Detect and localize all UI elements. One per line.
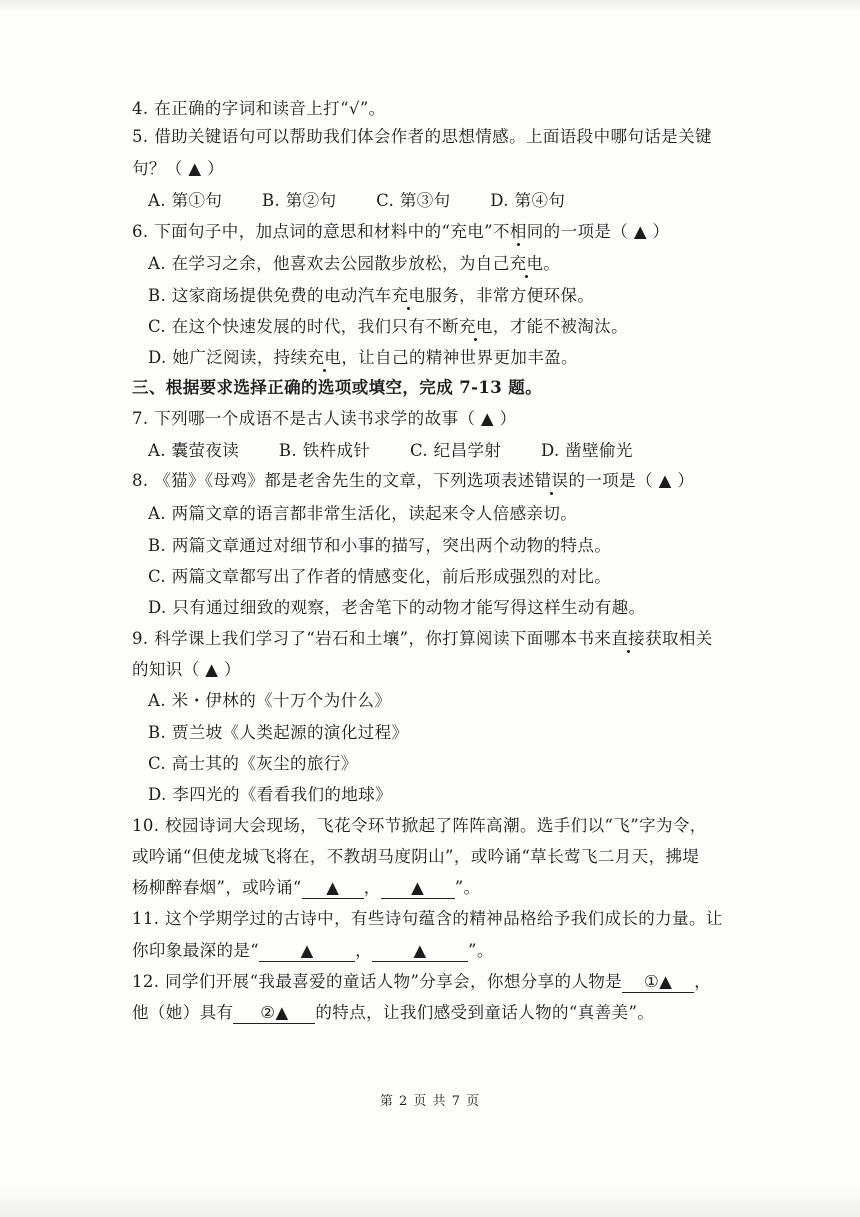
scan-top-edge <box>0 0 860 12</box>
dotted-text: 充电 <box>459 317 493 336</box>
stem-text: 的一项是（ ▲ ） <box>543 222 670 241</box>
question-11-line2 <box>132 940 494 962</box>
question-9-option-a: A. 米・伊林的《十万个为什么》 <box>148 691 392 710</box>
question-9-option-b: B. 贾兰坡《人类起源的演化过程》 <box>148 723 409 742</box>
answer-blank-2[interactable]: ②▲ <box>233 1003 315 1024</box>
option-text: C. 在这个快速发展的时代，我们只有不断 <box>148 317 460 336</box>
question-5-stem-line2: 句？（ ▲ ） <box>132 159 224 178</box>
option-text: D. 她广泛阅读，持续 <box>148 348 308 367</box>
stem-text: 杨柳醉春烟”，或吟诵“ <box>132 878 302 897</box>
question-5-options <box>148 190 565 212</box>
section-3-heading: 三、根据要求选择正确的选项或填空，完成 7-13 题。 <box>132 378 543 397</box>
question-10-line3 <box>132 877 480 899</box>
dotted-text: 不相同 <box>492 222 544 241</box>
question-9-stem-line2: 的知识（ ▲ ） <box>132 660 241 679</box>
question-10-line2: 或吟诵“但使龙城飞将在，不教胡马度阴山”，或吟诵“草长莺飞二月天，拂堤 <box>132 847 700 866</box>
stem-text: 他（她）具有 <box>132 1003 234 1022</box>
stem-text: 你印象最深的是“ <box>132 941 260 960</box>
dotted-text: 直接 <box>611 629 646 648</box>
answer-blank-1[interactable]: ▲ <box>302 878 364 899</box>
dotted-text: 充电 <box>307 348 342 367</box>
question-9-stem-line1 <box>132 628 713 650</box>
stem-text: 12. 同学们开展“我最喜爱的童话人物”分享会，你想分享的人物是 <box>132 972 623 991</box>
option-text: ，才能不被淘汰。 <box>492 317 629 336</box>
separator: ， <box>355 941 373 960</box>
question-7-stem: 7. 下列哪一个成语不是古人读书求学的故事（ ▲ ） <box>132 409 517 428</box>
question-6-stem <box>132 221 669 243</box>
question-10-line1: 10. 校园诗词大会现场，飞花令环节掀起了阵阵高潮。选手们以“飞”字为令， <box>132 816 707 835</box>
question-8-option-b: B. 两篇文章通过对细节和小事的描写，突出两个动物的特点。 <box>148 536 612 555</box>
answer-blank-2[interactable]: ▲ <box>372 941 468 962</box>
question-6-option-c <box>148 316 628 338</box>
question-9-option-c: C. 高士其的《灰尘的旅行》 <box>148 754 358 773</box>
option-d: D. 第④句 <box>490 191 566 210</box>
question-6-option-d <box>148 347 578 369</box>
question-5-stem-line1: 5. 借助关键语句可以帮助我们体会作者的思想情感。上面语段中哪句话是关键 <box>132 127 712 146</box>
option-text: A. 在学习之余，他喜欢去公园散步放松，为自己 <box>148 254 510 273</box>
stem-text: 获取相关 <box>645 629 713 648</box>
stem-text: 9. 科学课上我们学习了“岩石和土壤”，你打算阅读下面哪本书来 <box>132 629 612 648</box>
question-11-line1: 11. 这个学期学过的古诗中，有些诗句蕴含的精神品格给予我们成长的力量。让 <box>132 909 723 928</box>
stem-text: 的一项是（ ▲ ） <box>568 471 695 490</box>
option-c: C. 第③句 <box>376 191 451 210</box>
answer-blank-1[interactable]: ①▲ <box>622 972 694 993</box>
option-c: C. 纪昌学射 <box>409 441 502 460</box>
question-12-line2 <box>132 1002 654 1024</box>
dotted-text: 充电 <box>391 286 426 305</box>
answer-blank-1[interactable]: ▲ <box>259 941 355 962</box>
option-a: A. 囊萤夜读 <box>148 441 240 460</box>
option-b: B. 铁杵成针 <box>278 441 371 460</box>
stem-text: ， <box>694 972 712 991</box>
question-8-option-a: A. 两篇文章的语言都非常生活化，读起来令人倍感亲切。 <box>148 504 578 523</box>
separator: ， <box>363 878 381 897</box>
question-8-stem <box>132 470 694 492</box>
question-6-option-a <box>148 253 560 275</box>
page-number: 第 2 页 共 7 页 <box>379 1094 481 1109</box>
stem-text: 6. 下面句子中，加点词的意思和材料中的“充电” <box>132 222 493 241</box>
option-text: ，让自己的精神世界更加丰盈。 <box>341 348 578 367</box>
stem-text: 的特点，让我们感受到童话人物的“真善美”。 <box>315 1003 655 1022</box>
question-8-option-c: C. 两篇文章都写出了作者的情感变化，前后形成强烈的对比。 <box>148 567 612 586</box>
stem-text: ”。 <box>454 878 481 897</box>
question-7-options <box>148 440 633 462</box>
option-a: A. 第①句 <box>148 191 223 210</box>
answer-blank-2[interactable]: ▲ <box>381 878 455 899</box>
question-8-option-d: D. 只有通过细致的观察，老舍笔下的动物才能写得这样生动有趣。 <box>148 598 646 617</box>
question-9-option-d: D. 李四光的《看看我们的地球》 <box>148 785 393 804</box>
question-12-line1 <box>132 971 711 993</box>
dotted-text: 充电 <box>509 254 544 273</box>
option-text: B. 这家商场提供免费的电动汽车 <box>148 286 392 305</box>
stem-text: ”。 <box>468 941 494 960</box>
scan-bottom-edge <box>0 1187 860 1217</box>
stem-text: 8. 《猫》《母鸡》都是老舍先生的文章，下列选项表述 <box>132 471 535 490</box>
question-6-option-b <box>148 285 594 307</box>
option-b: B. 第②句 <box>261 191 337 210</box>
question-4: 4. 在正确的字词和读音上打“√”。 <box>132 99 386 118</box>
dotted-text: 错误 <box>534 471 569 490</box>
option-d: D. 凿壁偷光 <box>540 441 633 460</box>
option-text: 服务，非常方便环保。 <box>425 286 595 305</box>
option-text: 。 <box>543 254 561 273</box>
